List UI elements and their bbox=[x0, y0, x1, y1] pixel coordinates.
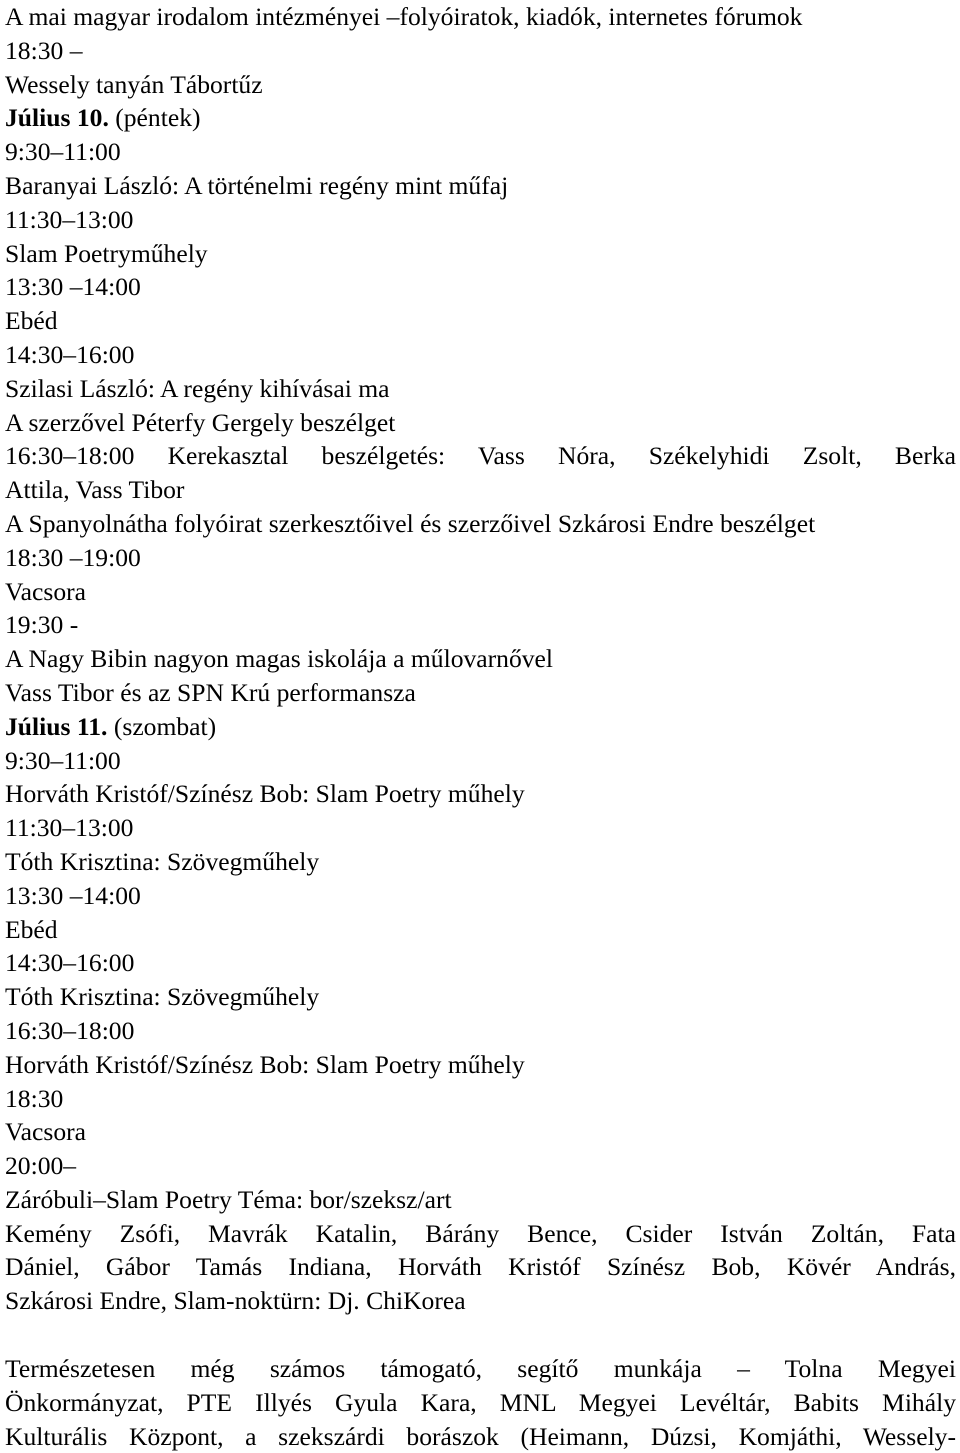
time-slot: 9:30–11:00 bbox=[5, 745, 121, 775]
paragraph-line: Önkormányzat, PTE Illyés Gyula Kara, MNL Megyei Levéltár, Babits Mihály bbox=[5, 1387, 956, 1417]
event-detail: A Spanyolnátha folyóirat szerkesztőivel és szerzőivel Szkárosi Endre beszélget bbox=[5, 508, 816, 538]
event-title: Baranyai László: A történelmi regény mint műfaj bbox=[5, 170, 509, 200]
event-title: Záróbuli–Slam Poetry Téma: bor/szeksz/art bbox=[5, 1184, 452, 1214]
time-slot: 18:30 –19:00 bbox=[5, 542, 141, 572]
day-date: Július 10. bbox=[5, 103, 109, 133]
section-heading: A mai magyar irodalom intézményei –folyóiratok, kiadók, internetes fórumok bbox=[5, 2, 803, 31]
day-name: (péntek) bbox=[108, 103, 201, 133]
event-title: Tóth Krisztina: Szövegműhely bbox=[5, 982, 320, 1012]
paragraph-line: Természetesen még számos támogató, segítő munkája – Tolna Megyei bbox=[5, 1354, 956, 1384]
time-slot: 20:00– bbox=[5, 1151, 77, 1181]
event-title: Slam Poetryműhely bbox=[5, 238, 208, 268]
performer-list: Dániel, Gábor Tamás Indiana, Horváth Kristóf Színész Bob, Kövér András, bbox=[5, 1252, 956, 1282]
event-title: Horváth Kristóf/Színész Bob: Slam Poetry műhely bbox=[5, 779, 525, 809]
time-slot: 18:30 – bbox=[5, 35, 83, 65]
day-name: (szombat) bbox=[107, 711, 217, 741]
event-title: Ebéd bbox=[5, 306, 58, 336]
event-detail: A szerzővel Péterfy Gergely beszélget bbox=[5, 407, 396, 437]
event-title: Szilasi László: A regény kihívásai ma bbox=[5, 373, 390, 403]
time-slot: 14:30–16:00 bbox=[5, 948, 135, 978]
event-title: Horváth Kristóf/Színész Bob: Slam Poetry műhely bbox=[5, 1049, 525, 1079]
time-slot: 11:30–13:00 bbox=[5, 813, 134, 843]
event-title: Vacsora bbox=[5, 1117, 87, 1147]
document-page bbox=[5, 0, 956, 1453]
day-heading bbox=[5, 710, 956, 744]
day-date: Július 11. bbox=[5, 711, 108, 741]
event-title: Tóth Krisztina: Szövegműhely bbox=[5, 846, 320, 876]
closing-paragraph bbox=[5, 1352, 956, 1453]
event-title: Vacsora bbox=[5, 576, 87, 606]
time-slot: 19:30 - bbox=[5, 610, 79, 640]
event-title: Ebéd bbox=[5, 914, 58, 944]
time-slot: 14:30–16:00 bbox=[5, 339, 135, 369]
day-heading bbox=[5, 101, 956, 135]
performer-list: Szkárosi Endre, Slam-noktürn: Dj. ChiKorea bbox=[5, 1286, 466, 1316]
time-slot: 16:30–18:00 bbox=[5, 1015, 135, 1045]
program-list bbox=[5, 0, 956, 1318]
time-slot: 11:30–13:00 bbox=[5, 204, 134, 234]
event-detail: Vass Tibor és az SPN Krú performansza bbox=[5, 677, 416, 707]
event-title: Wessely tanyán Tábortűz bbox=[5, 69, 263, 99]
time-slot: 13:30 –14:00 bbox=[5, 880, 141, 910]
event-detail: Attila, Vass Tibor bbox=[5, 475, 185, 505]
event-title: 16:30–18:00 Kerekasztal beszélgetés: Vass Nóra, Székelyhidi Zsolt, Berka bbox=[5, 441, 956, 471]
paragraph-line: Kulturális Központ, a szekszárdi borászok (Heimann, Dúzsi, Komjáthi, Wessely- bbox=[5, 1421, 956, 1451]
time-slot: 9:30–11:00 bbox=[5, 137, 121, 167]
event-title: A Nagy Bibin nagyon magas iskolája a műlovarnővel bbox=[5, 644, 554, 674]
performer-list: Kemény Zsófi, Mavrák Katalin, Bárány Bence, Csider István Zoltán, Fata bbox=[5, 1218, 956, 1248]
time-slot: 13:30 –14:00 bbox=[5, 272, 141, 302]
time-slot: 18:30 bbox=[5, 1083, 64, 1113]
